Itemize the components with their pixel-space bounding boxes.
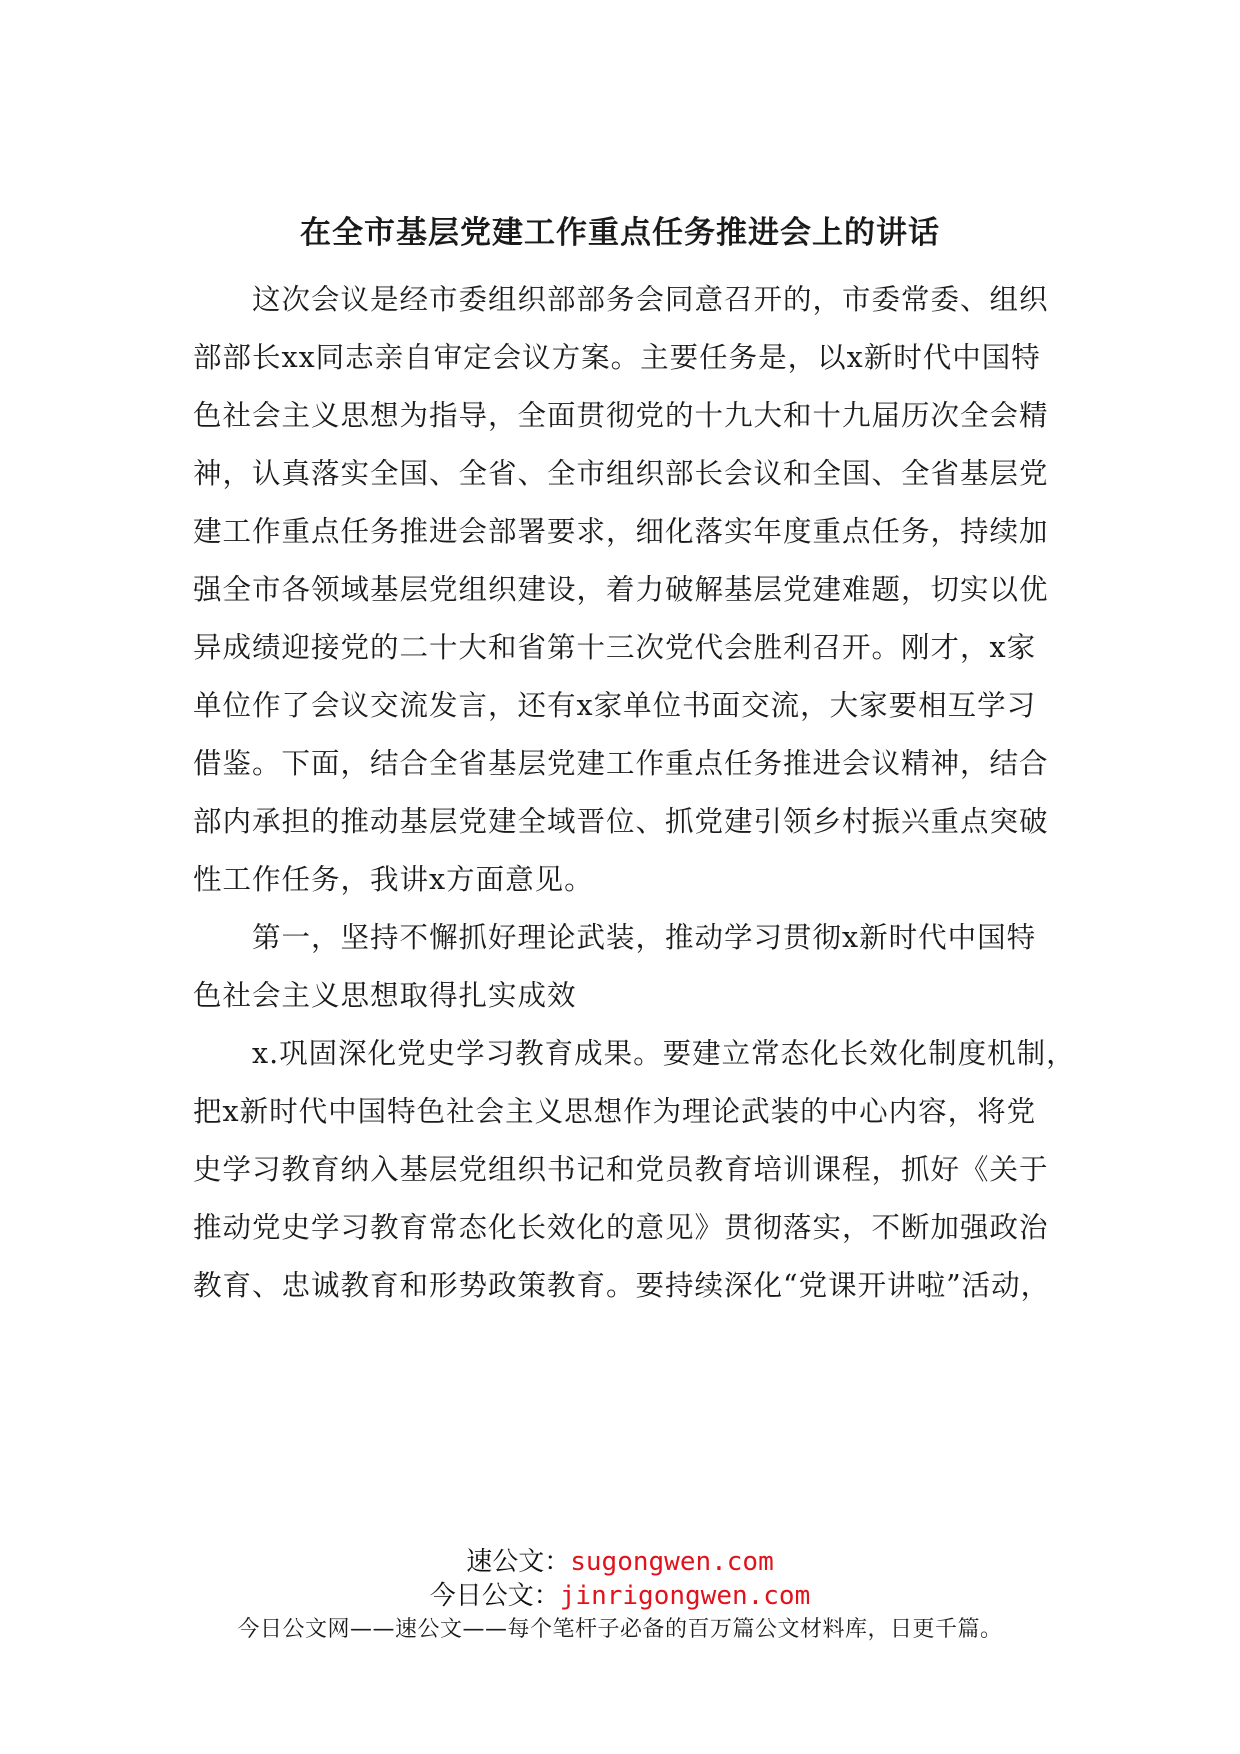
footer-site1-link[interactable]: sugongwen.com bbox=[570, 1547, 774, 1577]
body-line: 推动党史学习教育常态化长效化的意见》贯彻落实，不断加强政治 bbox=[193, 1211, 1049, 1244]
footer-site2 bbox=[0, 1575, 1240, 1612]
body-line: x.巩固深化党史学习教育成果。要建立常态化长效化制度机制， bbox=[193, 1037, 1076, 1070]
body-line: 单位作了会议交流发言，还有x家单位书面交流，大家要相互学习 bbox=[193, 689, 1037, 722]
document-title: 在全市基层党建工作重点任务推进会上的讲话 bbox=[300, 215, 940, 251]
body-line: 把x新时代中国特色社会主义思想作为理论武装的中心内容，将党 bbox=[193, 1095, 1037, 1128]
body-line: 强全市各领域基层党组织建设，着力破解基层党建难题，切实以优 bbox=[193, 573, 1049, 606]
body-line: 建工作重点任务推进会部署要求，细化落实年度重点任务，持续加 bbox=[193, 515, 1049, 548]
body-line: 这次会议是经市委组织部部务会同意召开的，市委常委、组织 bbox=[193, 283, 1049, 316]
body-line: 异成绩迎接党的二十大和省第十三次党代会胜利召开。刚才，x家 bbox=[193, 631, 1037, 664]
body-line: 神，认真落实全国、全省、全市组织部长会议和全国、全省基层党 bbox=[193, 457, 1049, 490]
footer-site2-label: 今日公文： bbox=[429, 1581, 560, 1611]
body-line: 色社会主义思想为指导，全面贯彻党的十九大和十九届历次全会精 bbox=[193, 399, 1049, 432]
section-heading-line: 色社会主义思想取得扎实成效 bbox=[193, 979, 577, 1012]
body-line: 部部长xx同志亲自审定会议方案。主要任务是，以x新时代中国特 bbox=[193, 341, 1041, 374]
footer-site1-label: 速公文： bbox=[466, 1547, 571, 1577]
body-line: 借鉴。下面，结合全省基层党建工作重点任务推进会议精神，结合 bbox=[193, 747, 1049, 780]
body-line: 性工作任务，我讲x方面意见。 bbox=[193, 863, 594, 896]
footer-slogan: 今日公文网——速公文——每个笔杆子必备的百万篇公文材料库，日更千篇。 bbox=[237, 1617, 1003, 1642]
section-heading-line: 第一，坚持不懈抓好理论武装，推动学习贯彻x新时代中国特 bbox=[193, 921, 1037, 954]
footer-site1 bbox=[0, 1541, 1240, 1578]
body-line: 教育、忠诚教育和形势政策教育。要持续深化“党课开讲啦”活动， bbox=[193, 1269, 1051, 1302]
body-line: 部内承担的推动基层党建全域晋位、抓党建引领乡村振兴重点突破 bbox=[193, 805, 1049, 838]
body-line: 史学习教育纳入基层党组织书记和党员教育培训课程，抓好《关于 bbox=[193, 1153, 1049, 1186]
footer-site2-link[interactable]: jinrigongwen.com bbox=[559, 1581, 811, 1611]
